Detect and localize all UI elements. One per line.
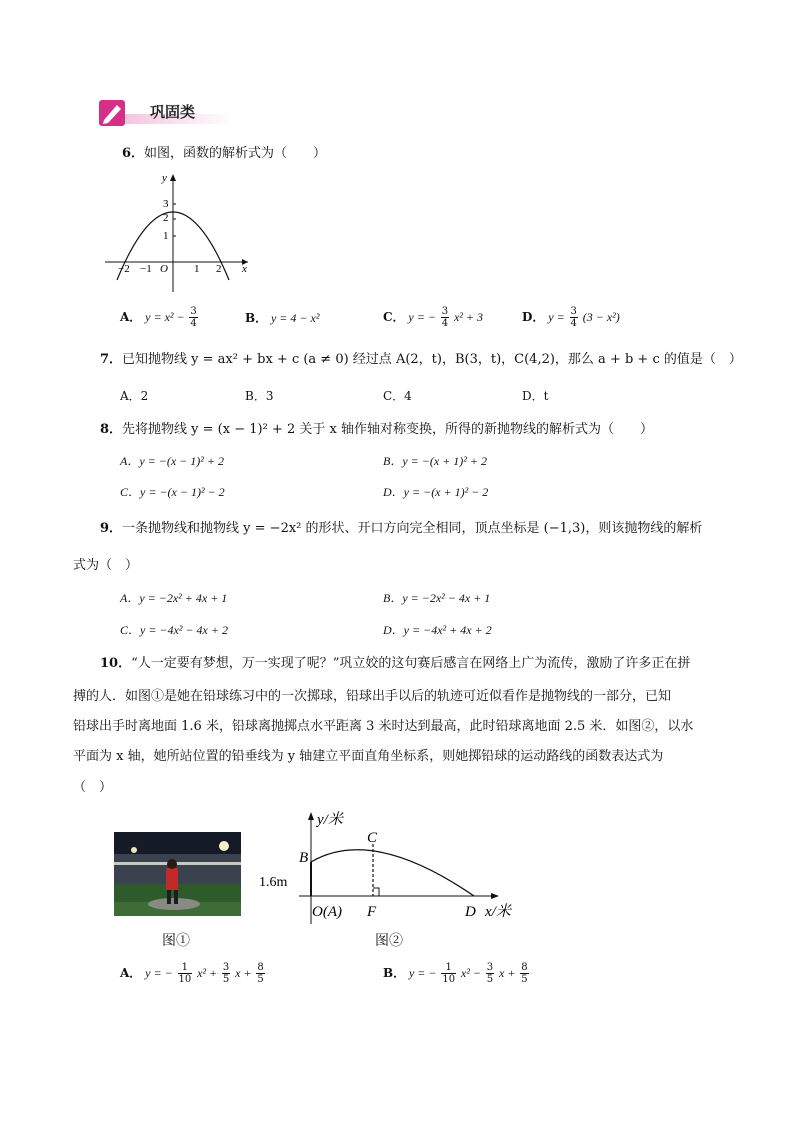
question-number: 10．: [100, 656, 132, 671]
option-expr-tail: x² + 3: [453, 310, 483, 324]
option-expr: y = 4 − x²: [270, 311, 320, 325]
option-label: D．: [522, 310, 545, 324]
question-10-line4: 平面为 x 轴，她所站位置的铅垂线为 y 轴建立平面直角坐标系，则她掷铅球的运动路线的函数表达式为: [73, 749, 664, 764]
y-axis-arrow: [308, 812, 314, 820]
q6-option-c[interactable]: [383, 306, 483, 329]
question-number: 8．: [100, 422, 123, 437]
stadium-image: [114, 832, 241, 916]
q7-option-c[interactable]: C．4: [383, 389, 412, 403]
fraction: $\frac{3}{4}$: [190, 306, 197, 329]
q7-option-a[interactable]: A．2: [120, 389, 149, 403]
question-7: [100, 351, 742, 369]
fraction: $\frac{3}{4}$: [441, 306, 449, 329]
point-b-label: B: [299, 850, 309, 866]
option-expr: y = −: [408, 966, 437, 980]
question-text: 先将抛物线 y = (x − 1)² + 2 关于 x 轴作轴对称变换，所得的新抛物线的解析式为（ ）: [122, 422, 653, 437]
x-axis-arrow: [491, 893, 499, 899]
q10-option-a[interactable]: [120, 962, 266, 985]
question-9-line2: 式为（ ）: [73, 558, 139, 573]
question-6: [122, 145, 326, 163]
x-tick: 2: [216, 263, 222, 275]
q8-option-a[interactable]: A．y = −(x − 1)² + 2: [120, 454, 224, 468]
option-label: A．: [120, 966, 142, 980]
fraction: $\frac{3}{4}$: [570, 306, 577, 329]
point-f-label: F: [367, 904, 377, 920]
origin-label: O: [160, 263, 168, 275]
question-text: 如图，函数的解析式为（ ）: [144, 146, 327, 161]
option-expr: y = −: [408, 310, 436, 324]
point-d-label: D: [465, 904, 476, 920]
question-number: 6．: [122, 146, 145, 161]
option-label: B．: [383, 966, 406, 980]
option-label: B．: [245, 311, 268, 325]
x-axis-label: x/米: [485, 904, 511, 920]
fraction: $\frac{3}{5}$: [486, 962, 494, 985]
q8-option-c[interactable]: C．y = −(x − 1)² − 2: [120, 485, 225, 499]
question-text-line1: “人一定要有梦想，万一实现了呢？”巩立姣的这句赛后感言在网络上广为流传，激励了许多正在拼: [131, 656, 691, 671]
section-title: 巩固类: [150, 103, 196, 121]
y-tick: 1: [163, 230, 169, 242]
y-tick: 3: [163, 198, 169, 210]
q10-option-b[interactable]: [383, 962, 530, 985]
q8-option-b[interactable]: B．y = −(x + 1)² + 2: [383, 454, 487, 468]
x-axis-label: x: [242, 263, 247, 275]
y-axis-arrow: [170, 174, 176, 181]
x-tick: −1: [140, 263, 152, 275]
figure-1-caption: 图①: [162, 933, 190, 949]
q6-option-a[interactable]: [120, 306, 199, 329]
trajectory-diagram: [255, 806, 520, 924]
question-10-line2: 搏的人．如图①是她在铅球练习中的一次掷球，铅球出手以后的轨迹可近似看作是抛物线的一部分，已知: [73, 689, 672, 704]
right-angle-mark: [373, 888, 379, 896]
q6-option-b[interactable]: [245, 310, 319, 326]
question-10-line3: 铅球出手时离地面 1.6 米，铅球离抛掷点水平距离 3 米时达到最高，此时铅球离地面 2.5 米．如图②，以水: [73, 719, 694, 734]
question-number: 7．: [100, 352, 123, 367]
option-expr: y = x² −: [145, 310, 185, 324]
q9-option-a[interactable]: A．y = −2x² + 4x + 1: [120, 591, 228, 605]
option-label: A．: [120, 310, 142, 324]
y-axis-label: y/米: [317, 812, 343, 828]
question-text: 已知抛物线 y = ax² + bx + c (a ≠ 0) 经过点 A(2，t)，B(3，t)，C(4,2)，那么 a + b + c 的值是（ ）: [122, 352, 742, 367]
option-expr: x² −: [460, 966, 481, 980]
q9-option-b[interactable]: B．y = −2x² − 4x + 1: [383, 591, 491, 605]
q6-parabola-graph: [100, 168, 260, 294]
fraction: $\frac{8}{5}$: [521, 962, 528, 985]
x-tick: 1: [194, 263, 200, 275]
option-expr: x +: [235, 966, 252, 980]
question-9: [100, 520, 702, 538]
figure-2-caption: 图②: [375, 933, 403, 949]
question-text-line1: 一条抛物线和抛物线 y = −2x² 的形状、开口方向完全相同，顶点坐标是 (−1,3)，则该抛物线的解析: [122, 521, 703, 536]
q9-option-d[interactable]: D．y = −4x² + 4x + 2: [383, 623, 492, 637]
q7-option-b[interactable]: B．3: [245, 389, 274, 403]
fraction: $\frac{1}{10}$: [178, 962, 192, 985]
option-expr: y = −: [145, 966, 173, 980]
option-label: C．: [383, 310, 405, 324]
height-label: 1.6m: [259, 875, 288, 890]
q8-option-d[interactable]: D．y = −(x + 1)² − 2: [383, 485, 489, 499]
question-10: [100, 655, 690, 673]
fraction: $\frac{8}{5}$: [257, 962, 264, 985]
question-10-line5: （ ）: [73, 780, 113, 795]
option-expr: x² +: [197, 966, 218, 980]
trajectory-curve: [311, 850, 474, 896]
option-expr-tail: (3 − x²): [582, 310, 620, 324]
option-expr: x +: [498, 966, 516, 980]
x-tick: −2: [118, 263, 130, 275]
q7-option-d[interactable]: D．t: [522, 389, 549, 403]
point-c-label: C: [367, 830, 378, 846]
y-tick: 2: [163, 212, 169, 224]
y-axis-label: y: [162, 172, 167, 184]
shot-put-photo: [114, 832, 241, 916]
fraction: $\frac{1}{10}$: [442, 962, 456, 985]
q9-option-c[interactable]: C．y = −4x² − 4x + 2: [120, 623, 228, 637]
option-expr: y =: [548, 310, 565, 324]
fraction: $\frac{3}{5}$: [222, 962, 230, 985]
question-8: [100, 421, 653, 439]
q6-option-d[interactable]: [522, 306, 620, 329]
question-number: 9．: [100, 521, 123, 536]
origin-label: O(A): [312, 904, 342, 920]
